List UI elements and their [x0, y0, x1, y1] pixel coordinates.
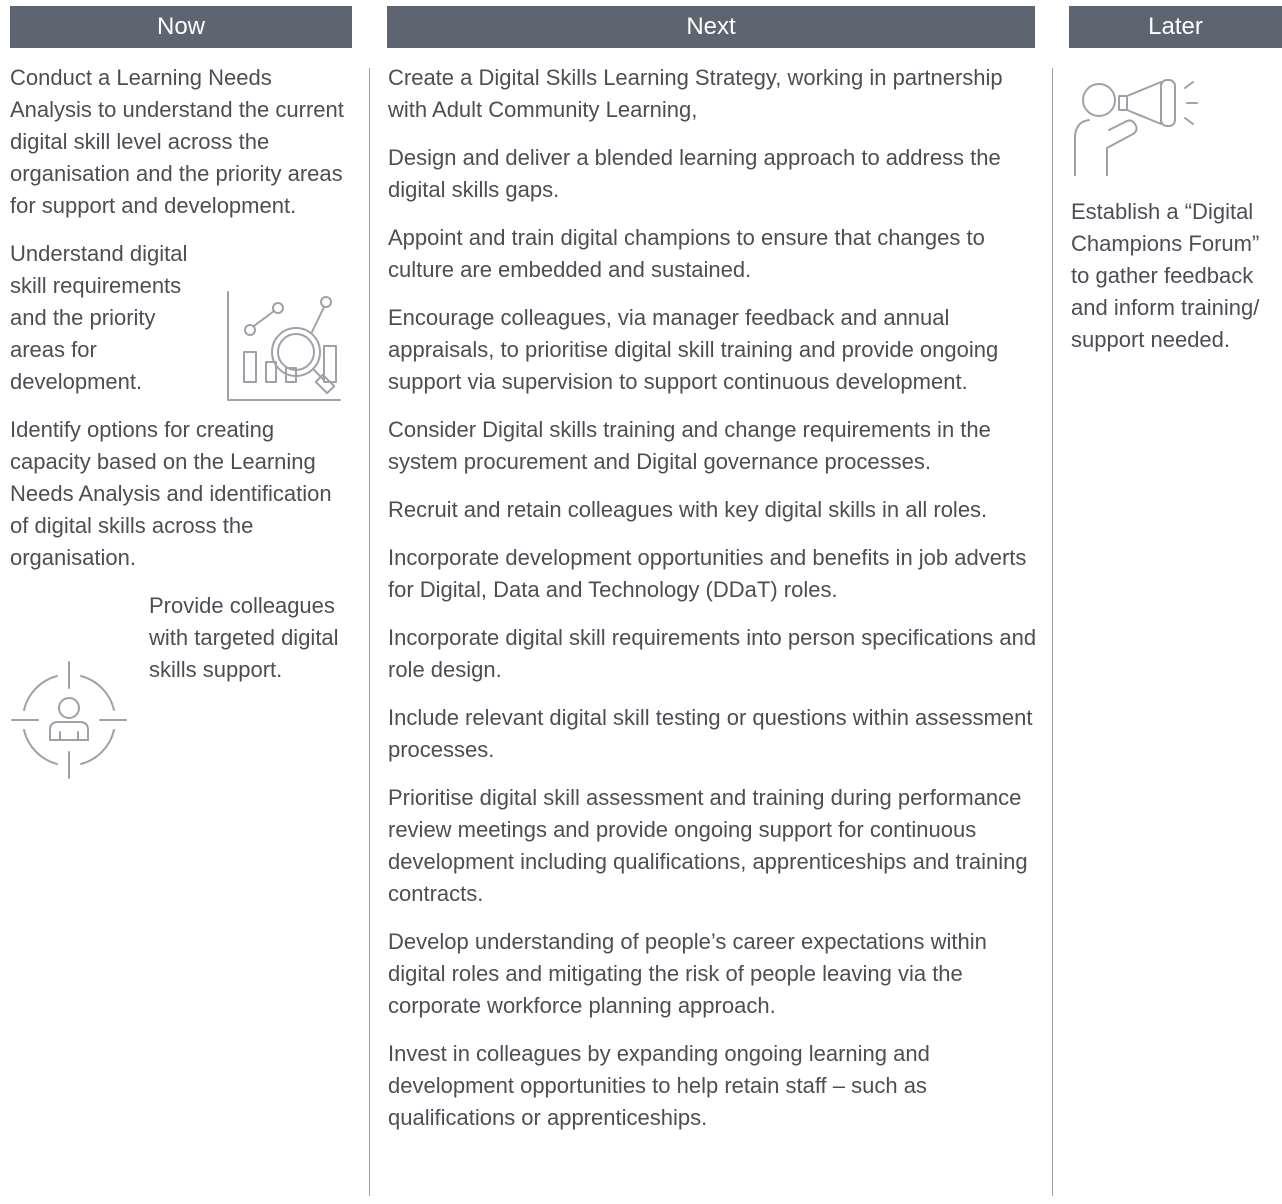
next-item: Recruit and retain colleagues with key digital skills in all roles.	[388, 497, 988, 522]
now-item: Understand digital skill requirements and the priority areas for development.	[10, 241, 188, 394]
megaphone-icon	[1069, 72, 1199, 176]
next-item: Incorporate digital skill requirements into person specifications and role design.	[388, 625, 1037, 682]
now-item: Provide colleagues with targeted digital skills support.	[149, 593, 339, 682]
next-item: Appoint and train digital champions to ensure that changes to culture are embedded and sustained.	[388, 225, 985, 282]
column-header-later: Later	[1069, 6, 1282, 48]
column-divider-next	[369, 68, 370, 1196]
later-item: Establish a “Digital Champions Forum” to gather feedback and inform training/ support needed.	[1071, 199, 1260, 352]
next-item: Prioritise digital skill assessment and training during performance review meetings and provide ongoing support for continuous development including qualifications, apprenticeships and training contracts.	[388, 785, 1028, 906]
next-item: Develop understanding of people’s career expectations within digital roles and mitigating the risk of people leaving via the corporate workforce planning approach.	[388, 929, 987, 1018]
next-column	[388, 62, 1038, 1150]
later-column	[1071, 196, 1276, 372]
next-item: Include relevant digital skill testing or questions within assessment processes.	[388, 705, 1033, 762]
chart-magnifier-icon	[216, 228, 344, 404]
person-target-icon	[10, 660, 128, 780]
next-item: Encourage colleagues, via manager feedback and annual appraisals, to prioritise digital skill training and provide ongoing support via supervision to support continuous development.	[388, 305, 999, 394]
now-item: Conduct a Learning Needs Analysis to understand the current digital skill level across the organisation and the priority areas for support and development.	[10, 65, 344, 218]
column-header-next: Next	[387, 6, 1035, 48]
next-item: Design and deliver a blended learning approach to address the digital skills gaps.	[388, 145, 1001, 202]
next-item: Create a Digital Skills Learning Strategy, working in partnership with Adult Community Learning,	[388, 65, 1003, 122]
column-header-now: Now	[10, 6, 352, 48]
next-item: Invest in colleagues by expanding ongoing learning and development opportunities to help retain staff – such as qualifications or apprenticeships.	[388, 1041, 930, 1130]
column-divider-later	[1052, 68, 1053, 1196]
next-item: Consider Digital skills training and change requirements in the system procurement and Digital governance processes.	[388, 417, 991, 474]
next-item: Incorporate development opportunities and benefits in job adverts for Digital, Data and Technology (DDaT) roles.	[388, 545, 1027, 602]
now-item: Identify options for creating capacity based on the Learning Needs Analysis and identification of digital skills across the organisation.	[10, 417, 332, 570]
